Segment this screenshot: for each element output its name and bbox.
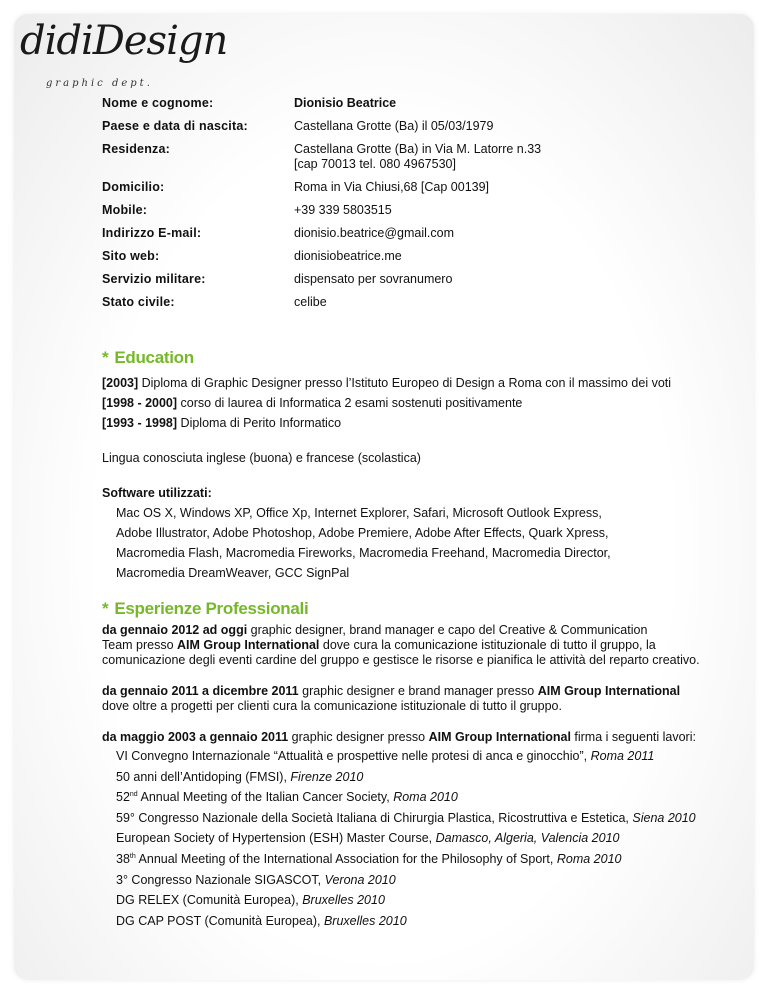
- software-line: Adobe Illustrator, Adobe Photoshop, Adobe Premiere, Adobe After Effects, Quark Xpress,: [116, 526, 609, 540]
- languages: Lingua conosciuta inglese (buona) e francese (scolastica): [102, 451, 421, 465]
- residence-cap: [cap 70013 tel. 080 4967530]: [294, 157, 456, 171]
- education-heading: [102, 348, 194, 368]
- job-text: graphic designer e brand manager presso: [298, 684, 538, 698]
- work-item: DG CAP POST (Comunità Europea), Bruxelles 2010: [116, 913, 407, 928]
- software-line: Mac OS X, Windows XP, Office Xp, Internet Explorer, Safari, Microsoft Outlook Express,: [116, 506, 602, 520]
- work-place: Damasco, Algeria, Valencia 2010: [435, 831, 620, 846]
- info-label: Mobile:: [102, 203, 148, 217]
- info-label: Paese e data di nascita:: [102, 119, 248, 133]
- job-period: da gennaio 2011 a dicembre 2011: [102, 684, 299, 698]
- education-item: [102, 373, 722, 393]
- info-label: Nome e cognome:: [102, 96, 214, 110]
- work-place: Verona 2010: [324, 872, 396, 887]
- info-value: Roma in Via Chiusi,68 [Cap 00139]: [294, 180, 490, 194]
- didi-design-logo: [20, 18, 228, 98]
- info-value: +39 339 5803515: [294, 203, 392, 217]
- education-item: [102, 413, 722, 433]
- info-label: Sito web:: [102, 249, 160, 263]
- job-entry-1: [102, 623, 732, 668]
- asterisk-icon: *: [102, 599, 109, 618]
- info-value: dispensato per sovranumero: [294, 272, 453, 286]
- job-entry-2: [102, 684, 732, 714]
- info-label: Residenza:: [102, 142, 170, 156]
- job-period: da gennaio 2012 ad oggi: [102, 623, 248, 637]
- personal-info: [102, 96, 714, 318]
- education-text: corso di laurea di Informatica 2 esami sostenuti positivamente: [180, 396, 523, 410]
- job-text: firma i seguenti lavori:: [570, 730, 696, 744]
- logo-title: didiDesign: [20, 18, 228, 64]
- education-text: Diploma di Perito Informatico: [180, 416, 342, 430]
- info-value: celibe: [294, 295, 327, 309]
- job-text: comunicazione degli eventi cardine del gruppo e gestisce le risorse e pianifica le attività del reparto creativo.: [102, 653, 700, 667]
- work-place: Siena 2010: [632, 810, 696, 825]
- info-row-civil-status: [102, 295, 714, 310]
- website-link[interactable]: dionisiobeatrice.me: [294, 249, 402, 263]
- info-value: Dionisio Beatrice: [294, 96, 397, 110]
- work-item: 52nd Annual Meeting of the Italian Cancer Society, Roma 2010: [116, 790, 458, 805]
- job-company: AIM Group International: [177, 638, 320, 652]
- job-text: Team presso: [102, 638, 178, 652]
- experience-heading: [102, 599, 308, 619]
- asterisk-icon: *: [102, 348, 109, 367]
- work-item: 59° Congresso Nazionale della Società Italiana di Chirurgia Plastica, Ricostruttiva e Estetica, Siena 2010: [116, 810, 696, 825]
- education-year: [2003]: [102, 376, 139, 390]
- logo-subtitle: graphic dept.: [46, 78, 153, 89]
- info-row-residence: [102, 142, 714, 172]
- info-label: Servizio militare:: [102, 272, 206, 286]
- software-line: Macromedia DreamWeaver, GCC SignPal: [116, 566, 350, 580]
- job-period: da maggio 2003 a gennaio 2011: [102, 730, 289, 744]
- job-text: graphic designer presso: [288, 730, 429, 744]
- job-text: dove oltre a progetti per clienti cura la comunicazione istituzionale di tutto il gruppo.: [102, 699, 562, 713]
- residence-address: Castellana Grotte (Ba) in Via M. Latorre n.33: [294, 142, 542, 156]
- info-row-website: [102, 249, 714, 264]
- work-place: Roma 2011: [590, 749, 655, 763]
- work-item: VI Convegno Internazionale “Attualità e prospettive nelle protesi di anca e ginocchio”, Roma 2011: [116, 749, 655, 763]
- experience-title: Esperienze Professionali: [114, 599, 309, 618]
- info-label: Stato civile:: [102, 295, 175, 309]
- work-item: 50 anni dell’Antidoping (FMSI), Firenze 2010: [116, 769, 364, 784]
- work-item: DG RELEX (Comunità Europea), Bruxelles 2010: [116, 893, 385, 908]
- job-text: graphic designer, brand manager e capo del Creative & Communication: [247, 623, 648, 637]
- info-row-name: [102, 96, 714, 111]
- education-list: [102, 373, 722, 433]
- job-text: dove cura la comunicazione istituzionale di tutto il gruppo, la: [319, 638, 656, 652]
- work-item: 38th Annual Meeting of the International Association for the Philosophy of Sport, Roma 2010: [116, 851, 622, 866]
- education-year: [1993 - 1998]: [102, 416, 178, 430]
- work-place: Roma 2010: [393, 790, 458, 805]
- work-place: Bruxelles 2010: [302, 893, 385, 908]
- education-item: [102, 393, 722, 413]
- info-label: Indirizzo E-mail:: [102, 226, 202, 240]
- job-company: AIM Group International: [537, 684, 681, 698]
- work-place: Firenze 2010: [290, 769, 364, 784]
- work-place: Bruxelles 2010: [323, 913, 407, 928]
- info-row-mobile: [102, 203, 714, 218]
- software-section: [102, 483, 722, 583]
- info-value: Castellana Grotte (Ba) il 05/03/1979: [294, 119, 494, 133]
- works-list: [116, 746, 726, 931]
- info-row-military: [102, 272, 714, 287]
- job-company: AIM Group International: [428, 730, 571, 744]
- education-year: [1998 - 2000]: [102, 396, 178, 410]
- info-label: Domicilio:: [102, 180, 165, 194]
- work-item: European Society of Hypertension (ESH) Master Course, Damasco, Algeria, Valencia 2010: [116, 831, 620, 846]
- software-label: Software utilizzati:: [102, 486, 212, 500]
- education-title: Education: [114, 348, 194, 367]
- education-text: Diploma di Graphic Designer presso l’Istituto Europeo di Design a Roma con il massimo dei voti: [141, 376, 672, 390]
- email-link[interactable]: dionisio.beatrice@gmail.com: [294, 226, 454, 240]
- work-item: 3° Congresso Nazionale SIGASCOT, Verona 2010: [116, 872, 396, 887]
- info-row-birth: [102, 119, 714, 134]
- info-value: [294, 142, 714, 172]
- work-place: Roma 2010: [556, 851, 622, 866]
- info-row-domicile: [102, 180, 714, 195]
- info-row-email: [102, 226, 714, 241]
- software-line: Macromedia Flash, Macromedia Fireworks, Macromedia Freehand, Macromedia Director,: [116, 546, 611, 560]
- job-entry-3: [102, 730, 732, 745]
